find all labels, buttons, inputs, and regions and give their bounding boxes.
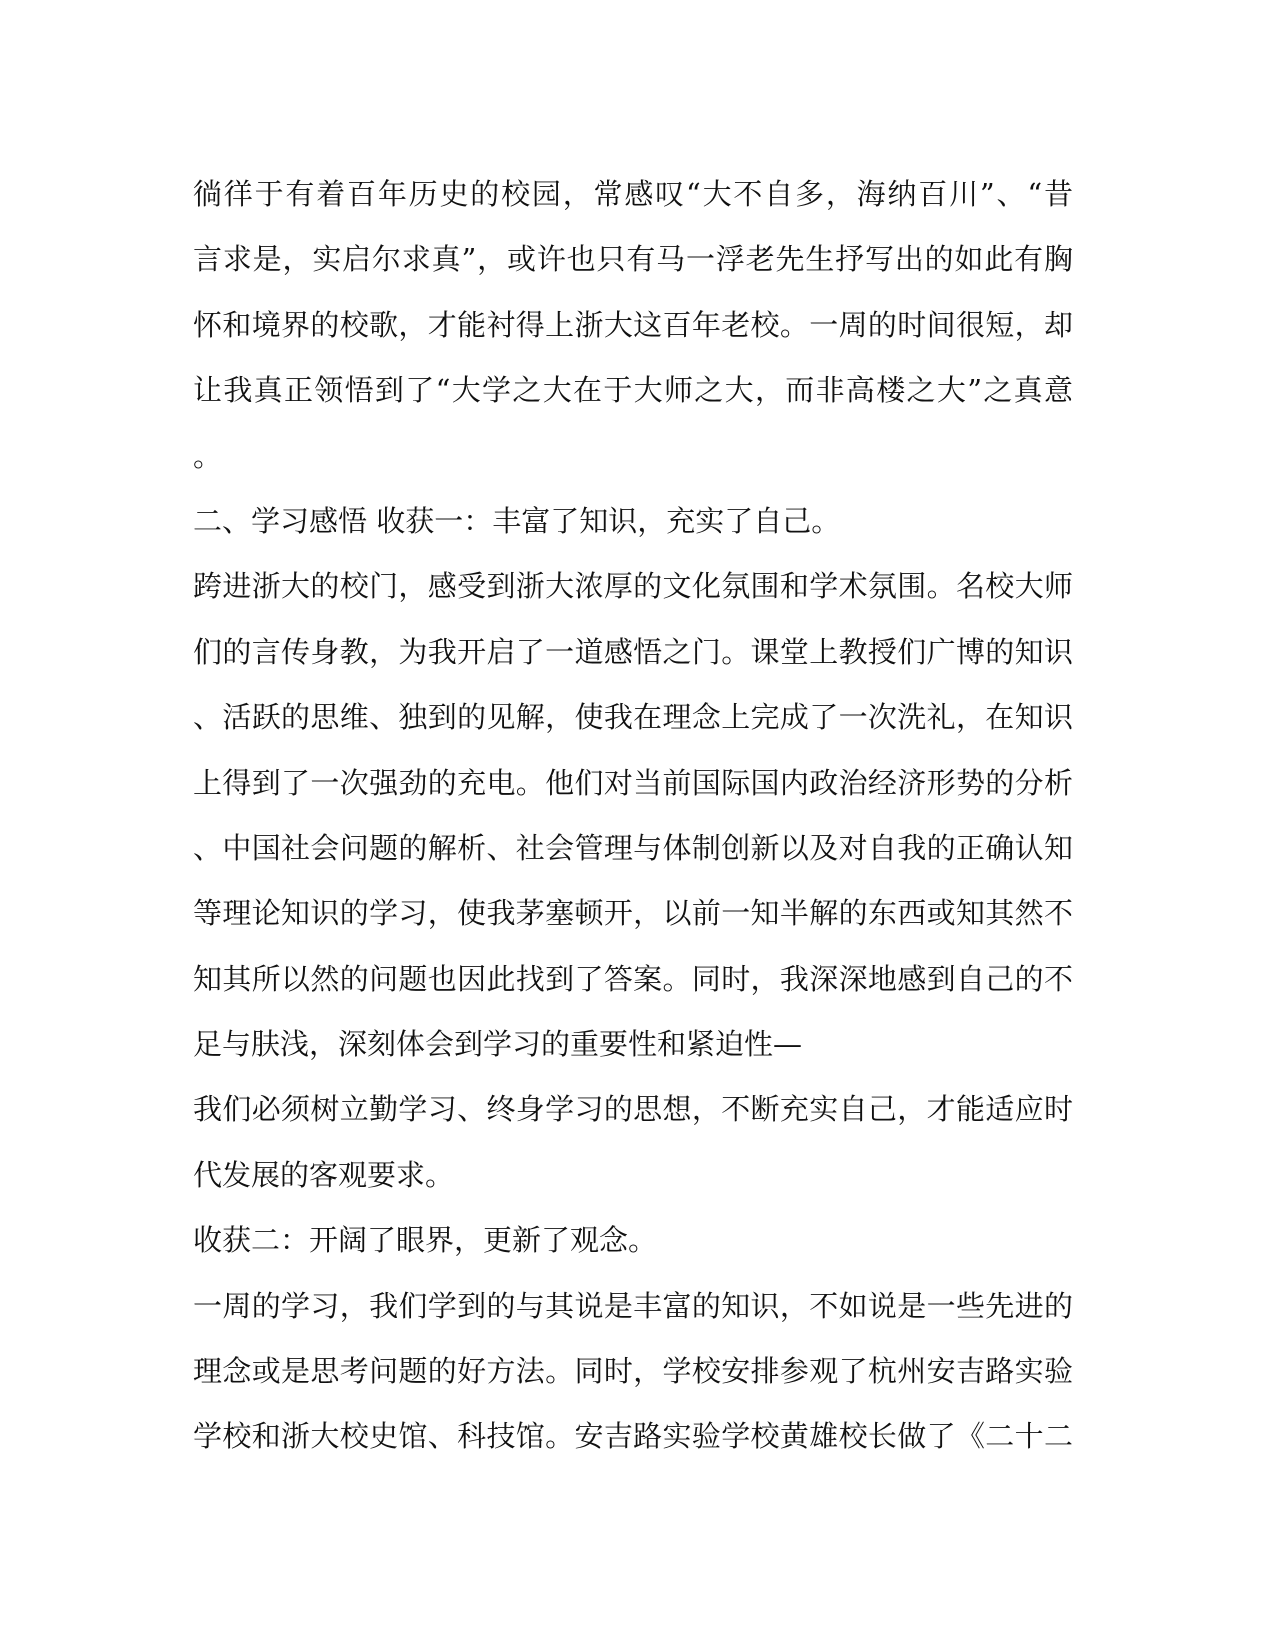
text-line: 言求是，实启尔求真”，或许也只有马一浮老先生抒写出的如此有胸 [193,242,1073,277]
text-line: 理念或是思考问题的好方法。同时，学校安排参观了杭州安吉路实验 [193,1354,1073,1389]
section-heading: 二、学习感悟 收获一：丰富了知识，充实了自己。 [193,503,841,538]
text-line: 。 [193,438,223,473]
text-line: 上得到了一次强劲的充电。他们对当前国际国内政治经济形势的分析 [193,765,1073,800]
text-line: 足与肤浅，深刻体会到学习的重要性和紧迫性— [193,1027,803,1062]
text-line: 徜徉于有着百年历史的校园，常感叹“大不自多，海纳百川”、“昔 [193,177,1073,211]
text-line: 、中国社会问题的解析、社会管理与体制创新以及对自我的正确认知 [193,830,1073,865]
document-body [193,162,1073,1470]
text-line: 代发展的客观要求。 [193,1157,455,1192]
text-line: 让我真正领悟到了“大学之大在于大师之大，而非高楼之大”之真意 [193,373,1073,408]
text-line: 、活跃的思维、独到的见解，使我在理念上完成了一次洗礼，在知识 [193,700,1073,735]
text-line: 一周的学习，我们学到的与其说是丰富的知识，不如说是一些先进的 [193,1288,1073,1323]
text-line: 怀和境界的校歌，才能衬得上浙大这百年老校。一周的时间很短，却 [193,307,1073,342]
text-line: 学校和浙大校史馆、科技馆。安吉路实验学校黄雄校长做了《二十二 [193,1419,1073,1454]
text-line: 等理论知识的学习，使我茅塞顿开，以前一知半解的东西或知其然不 [193,896,1073,931]
text-line: 们的言传身教，为我开启了一道感悟之门。课堂上教授们广博的知识 [193,634,1073,669]
text-line: 跨进浙大的校门，感受到浙大浓厚的文化氛围和学术氛围。名校大师 [193,569,1073,604]
section-heading: 收获二：开阔了眼界，更新了观念。 [193,1223,658,1258]
text-line: 知其所以然的问题也因此找到了答案。同时，我深深地感到自己的不 [193,961,1073,996]
text-line: 我们必须树立勤学习、终身学习的思想，不断充实自己，才能适应时 [193,1092,1073,1127]
